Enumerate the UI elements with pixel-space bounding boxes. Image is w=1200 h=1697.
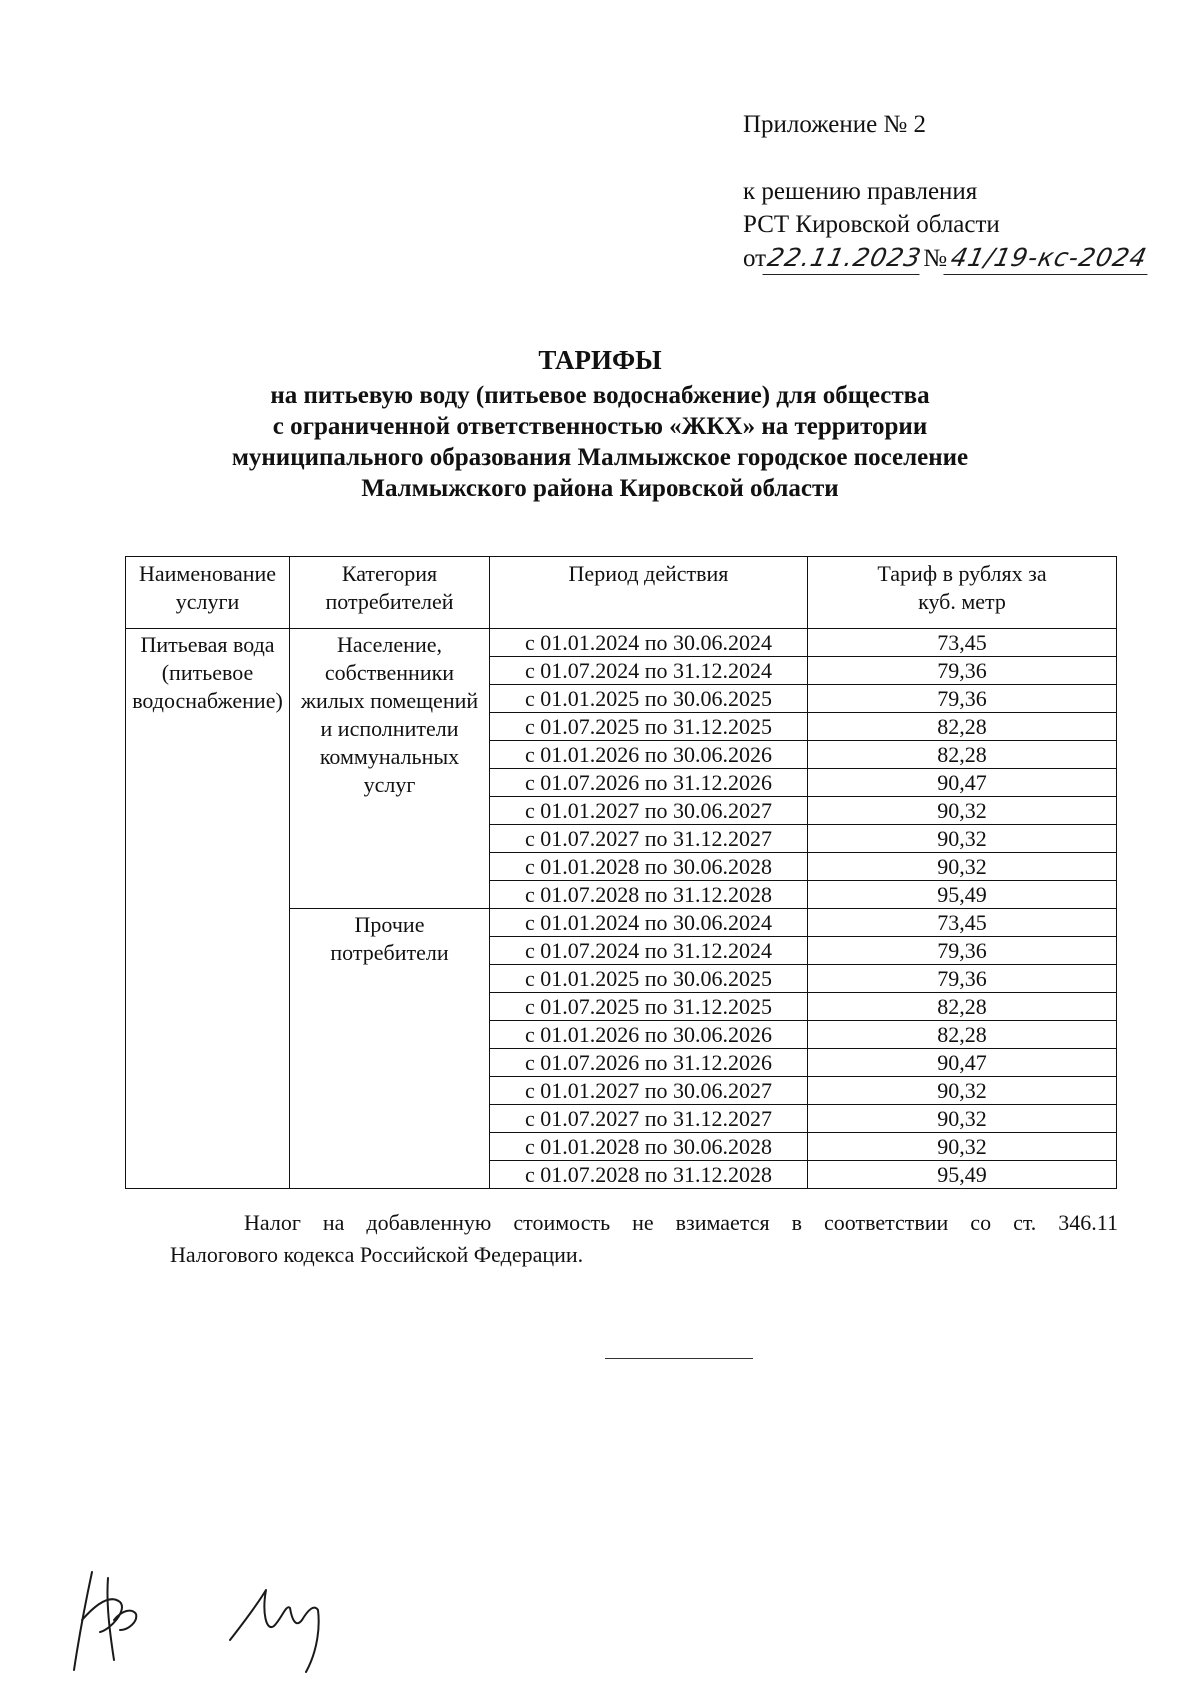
tariff-rate-cell: 79,36 <box>808 685 1117 713</box>
period-cell: с 01.07.2024 по 31.12.2024 <box>490 937 808 965</box>
consumer-category-cell <box>290 629 490 909</box>
tax-note <box>170 1207 1118 1271</box>
period-cell: с 01.07.2027 по 31.12.2027 <box>490 1105 808 1133</box>
consumer-category-line: потребители <box>330 940 449 965</box>
appendix-title: Приложение № 2 <box>743 111 927 138</box>
period-cell: с 01.07.2026 по 31.12.2026 <box>490 1049 808 1077</box>
header-service <box>126 557 290 629</box>
header-category <box>290 557 490 629</box>
header-text: Наименование <box>138 561 277 586</box>
tariff-rate-cell: 90,47 <box>808 1049 1117 1077</box>
tariff-rate-cell: 79,36 <box>808 937 1117 965</box>
table-header-row <box>126 557 1117 629</box>
tariff-rate-cell: 90,32 <box>808 853 1117 881</box>
appendix-decision-line: к решению правления <box>743 178 978 205</box>
tariff-rate-cell: 95,49 <box>808 881 1117 909</box>
date-prefix: от <box>743 245 767 272</box>
header-text: Категория <box>341 561 438 586</box>
period-cell: с 01.01.2026 по 30.06.2026 <box>490 1021 808 1049</box>
consumer-category-line: Население, <box>336 632 442 657</box>
tariff-rate-cell: 82,28 <box>808 713 1117 741</box>
period-cell: с 01.01.2025 по 30.06.2025 <box>490 965 808 993</box>
tariff-table-body <box>126 629 1117 1189</box>
tariff-rate-cell: 90,32 <box>808 797 1117 825</box>
tariff-rate-cell: 95,49 <box>808 1161 1117 1189</box>
period-cell: с 01.07.2026 по 31.12.2026 <box>490 769 808 797</box>
handwritten-signature <box>70 1560 360 1685</box>
period-cell: с 01.01.2028 по 30.06.2028 <box>490 1133 808 1161</box>
heading-line: с ограниченной ответственностью «ЖКХ» на территории <box>272 413 928 440</box>
service-name-line: (питьевое <box>161 660 254 685</box>
consumer-category-cell <box>290 909 490 1189</box>
header-text: Тариф в рублях за <box>877 561 1047 586</box>
period-cell: с 01.01.2025 по 30.06.2025 <box>490 685 808 713</box>
heading-line: Малмыжского района Кировской области <box>361 475 839 502</box>
appendix-block <box>743 108 1151 275</box>
document-heading <box>0 345 1200 504</box>
tariff-rate-cell: 73,45 <box>808 629 1117 657</box>
consumer-category-line: услуг <box>363 772 416 797</box>
period-cell: с 01.07.2025 по 31.12.2025 <box>490 993 808 1021</box>
consumer-category-line: жилых помещений <box>300 688 479 713</box>
tariff-rate-cell: 82,28 <box>808 741 1117 769</box>
handwritten-date: 22.11.2023 <box>762 241 926 275</box>
tariff-rate-cell: 79,36 <box>808 657 1117 685</box>
consumer-category-line: и исполнители <box>320 716 459 741</box>
period-cell: с 01.07.2025 по 31.12.2025 <box>490 713 808 741</box>
tariff-rate-cell: 90,32 <box>808 1105 1117 1133</box>
header-rate <box>808 557 1117 629</box>
number-prefix: № <box>923 245 948 272</box>
period-cell: с 01.01.2027 по 30.06.2027 <box>490 797 808 825</box>
period-cell: с 01.01.2024 по 30.06.2024 <box>490 629 808 657</box>
tariff-rate-cell: 90,32 <box>808 1133 1117 1161</box>
tariff-rate-cell: 90,47 <box>808 769 1117 797</box>
service-name-line: Питьевая вода <box>140 632 275 657</box>
closing-divider <box>605 1358 753 1359</box>
header-period: Период действия <box>490 557 808 629</box>
tariff-rate-cell: 82,28 <box>808 993 1117 1021</box>
service-name-cell <box>126 629 290 1189</box>
document-title: ТАРИФЫ <box>538 345 662 375</box>
period-cell: с 01.07.2024 по 31.12.2024 <box>490 657 808 685</box>
table-row <box>126 629 1117 657</box>
period-cell: с 01.01.2027 по 30.06.2027 <box>490 1077 808 1105</box>
tax-note-line: Налог на добавленную стоимость не взимается в соответствии со ст. 346.11 <box>244 1210 1118 1235</box>
period-cell: с 01.07.2028 по 31.12.2028 <box>490 1161 808 1189</box>
header-text: потребителей <box>325 589 454 614</box>
period-cell: с 01.01.2024 по 30.06.2024 <box>490 909 808 937</box>
period-cell: с 01.07.2028 по 31.12.2028 <box>490 881 808 909</box>
tariff-rate-cell: 73,45 <box>808 909 1117 937</box>
tariff-rate-cell: 82,28 <box>808 1021 1117 1049</box>
service-name-line: водоснабжение) <box>132 688 283 713</box>
tariff-rate-cell: 90,32 <box>808 1077 1117 1105</box>
consumer-category-line: коммунальных <box>319 744 460 769</box>
tariff-table <box>125 556 1117 1189</box>
period-cell: с 01.01.2026 по 30.06.2026 <box>490 741 808 769</box>
header-text: услуги <box>175 589 240 614</box>
tax-note-line: Налогового кодекса Российской Федерации. <box>170 1242 584 1267</box>
heading-line: муниципального образования Малмыжское городское поселение <box>231 444 969 471</box>
tariff-rate-cell: 90,32 <box>808 825 1117 853</box>
handwritten-number: 41/19-кс-2024 <box>943 241 1154 275</box>
consumer-category-line: собственники <box>324 660 455 685</box>
period-cell: с 01.01.2028 по 30.06.2028 <box>490 853 808 881</box>
appendix-date-number-line <box>743 241 1151 275</box>
header-text: куб. метр <box>918 589 1006 614</box>
consumer-category-line: Прочие <box>354 912 425 937</box>
appendix-authority-line: РСТ Кировской области <box>743 211 1000 238</box>
heading-line: на питьевую воду (питьевое водоснабжение) для общества <box>270 382 930 409</box>
period-cell: с 01.07.2027 по 31.12.2027 <box>490 825 808 853</box>
tariff-rate-cell: 79,36 <box>808 965 1117 993</box>
